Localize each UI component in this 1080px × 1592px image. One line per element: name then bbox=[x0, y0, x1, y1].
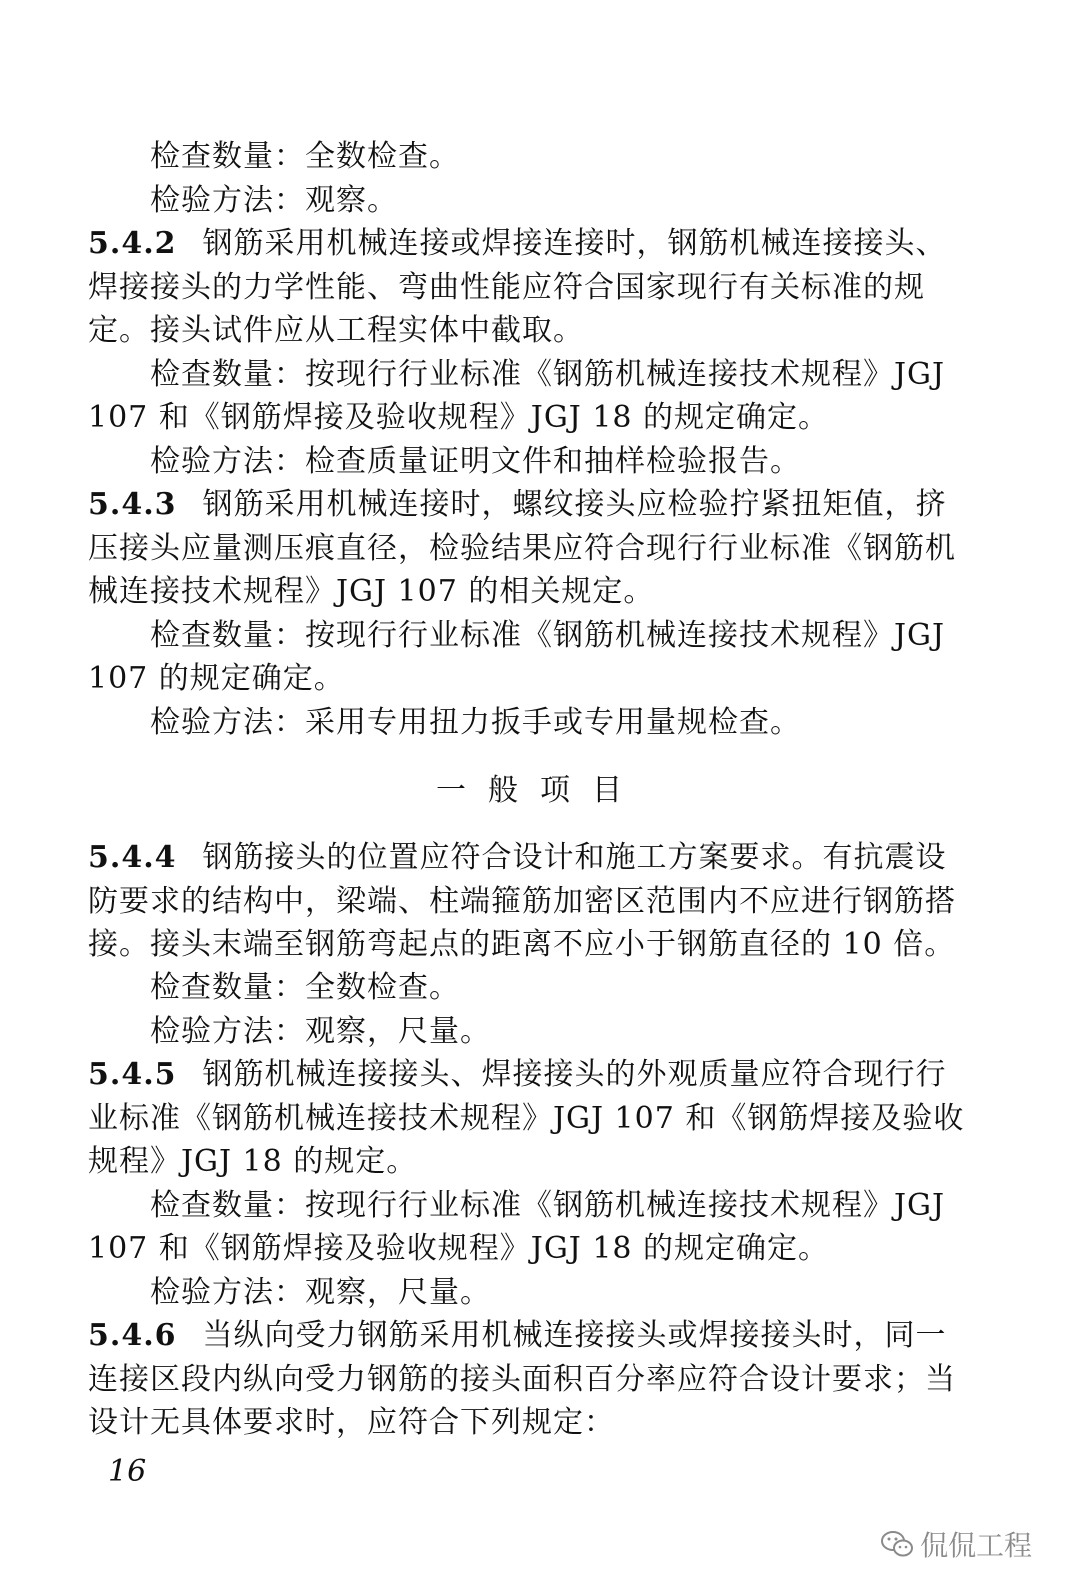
body-text-line: 定。接头试件应从工程实体中截取。 bbox=[88, 313, 584, 348]
body-text-line: 规程》JGJ 18 的规定。 bbox=[88, 1144, 418, 1179]
clause-number: 5.4.3 bbox=[88, 487, 177, 522]
page-number: 16 bbox=[108, 1454, 147, 1489]
clause-number: 5.4.2 bbox=[88, 226, 177, 261]
clause-5-4-3: 5.4.3 钢筋采用机械连接时，螺纹接头应检验拧紧扭矩值，挤 bbox=[88, 487, 947, 522]
body-text-line: 107 的规定确定。 bbox=[88, 661, 345, 696]
body-text-line: 107 和《钢筋焊接及验收规程》JGJ 18 的规定确定。 bbox=[88, 1231, 830, 1266]
check-method-line: 检验方法：检查质量证明文件和抽样检验报告。 bbox=[150, 444, 801, 479]
check-method-line: 检验方法：观察。 bbox=[150, 183, 398, 218]
body-text-line: 接。接头末端至钢筋弯起点的距离不应小于钢筋直径的 10 倍。 bbox=[88, 927, 956, 962]
body-text-line: 107 和《钢筋焊接及验收规程》JGJ 18 的规定确定。 bbox=[88, 400, 830, 435]
check-method-line: 检验方法：观察，尺量。 bbox=[150, 1275, 491, 1310]
check-method-line: 检验方法：采用专用扭力扳手或专用量规检查。 bbox=[150, 705, 801, 740]
watermark-text: 侃侃工程 bbox=[919, 1529, 1032, 1562]
section-heading: 一般项目 bbox=[436, 773, 644, 808]
body-text-line: 设计无具体要求时，应符合下列规定： bbox=[88, 1405, 615, 1440]
wechat-icon bbox=[880, 1529, 914, 1559]
check-quantity-line: 检查数量：全数检查。 bbox=[150, 970, 460, 1005]
clause-number: 5.4.5 bbox=[88, 1057, 177, 1092]
check-quantity-line: 检查数量：按现行行业标准《钢筋机械连接技术规程》JGJ bbox=[150, 618, 946, 653]
body-text-line: 防要求的结构中，梁端、柱端箍筋加密区范围内不应进行钢筋搭 bbox=[88, 884, 956, 919]
clause-number: 5.4.6 bbox=[88, 1318, 177, 1353]
check-method-line: 检验方法：观察，尺量。 bbox=[150, 1014, 491, 1049]
clause-5-4-6: 5.4.6 当纵向受力钢筋采用机械连接接头或焊接接头时，同一 bbox=[88, 1318, 947, 1353]
body-text-line: 焊接接头的力学性能、弯曲性能应符合国家现行有关标准的规 bbox=[88, 270, 925, 305]
check-quantity-line: 检查数量：按现行行业标准《钢筋机械连接技术规程》JGJ bbox=[150, 1188, 946, 1223]
body-text-line: 压接头应量测压痕直径，检验结果应符合现行行业标准《钢筋机 bbox=[88, 531, 956, 566]
clause-number: 5.4.4 bbox=[88, 840, 177, 875]
clause-5-4-4: 5.4.4 钢筋接头的位置应符合设计和施工方案要求。有抗震设 bbox=[88, 840, 947, 875]
watermark bbox=[880, 1524, 1032, 1564]
clause-5-4-5: 5.4.5 钢筋机械连接接头、焊接接头的外观质量应符合现行行 bbox=[88, 1057, 947, 1092]
clause-5-4-2: 5.4.2 钢筋采用机械连接或焊接连接时，钢筋机械连接接头、 bbox=[88, 226, 947, 261]
check-quantity-line: 检查数量：按现行行业标准《钢筋机械连接技术规程》JGJ bbox=[150, 357, 946, 392]
body-text-line: 连接区段内纵向受力钢筋的接头面积百分率应符合设计要求；当 bbox=[88, 1362, 956, 1397]
check-quantity-line: 检查数量：全数检查。 bbox=[150, 139, 460, 174]
body-text-line: 械连接技术规程》JGJ 107 的相关规定。 bbox=[88, 574, 655, 609]
body-text-line: 业标准《钢筋机械连接技术规程》JGJ 107 和《钢筋焊接及验收 bbox=[88, 1101, 965, 1136]
